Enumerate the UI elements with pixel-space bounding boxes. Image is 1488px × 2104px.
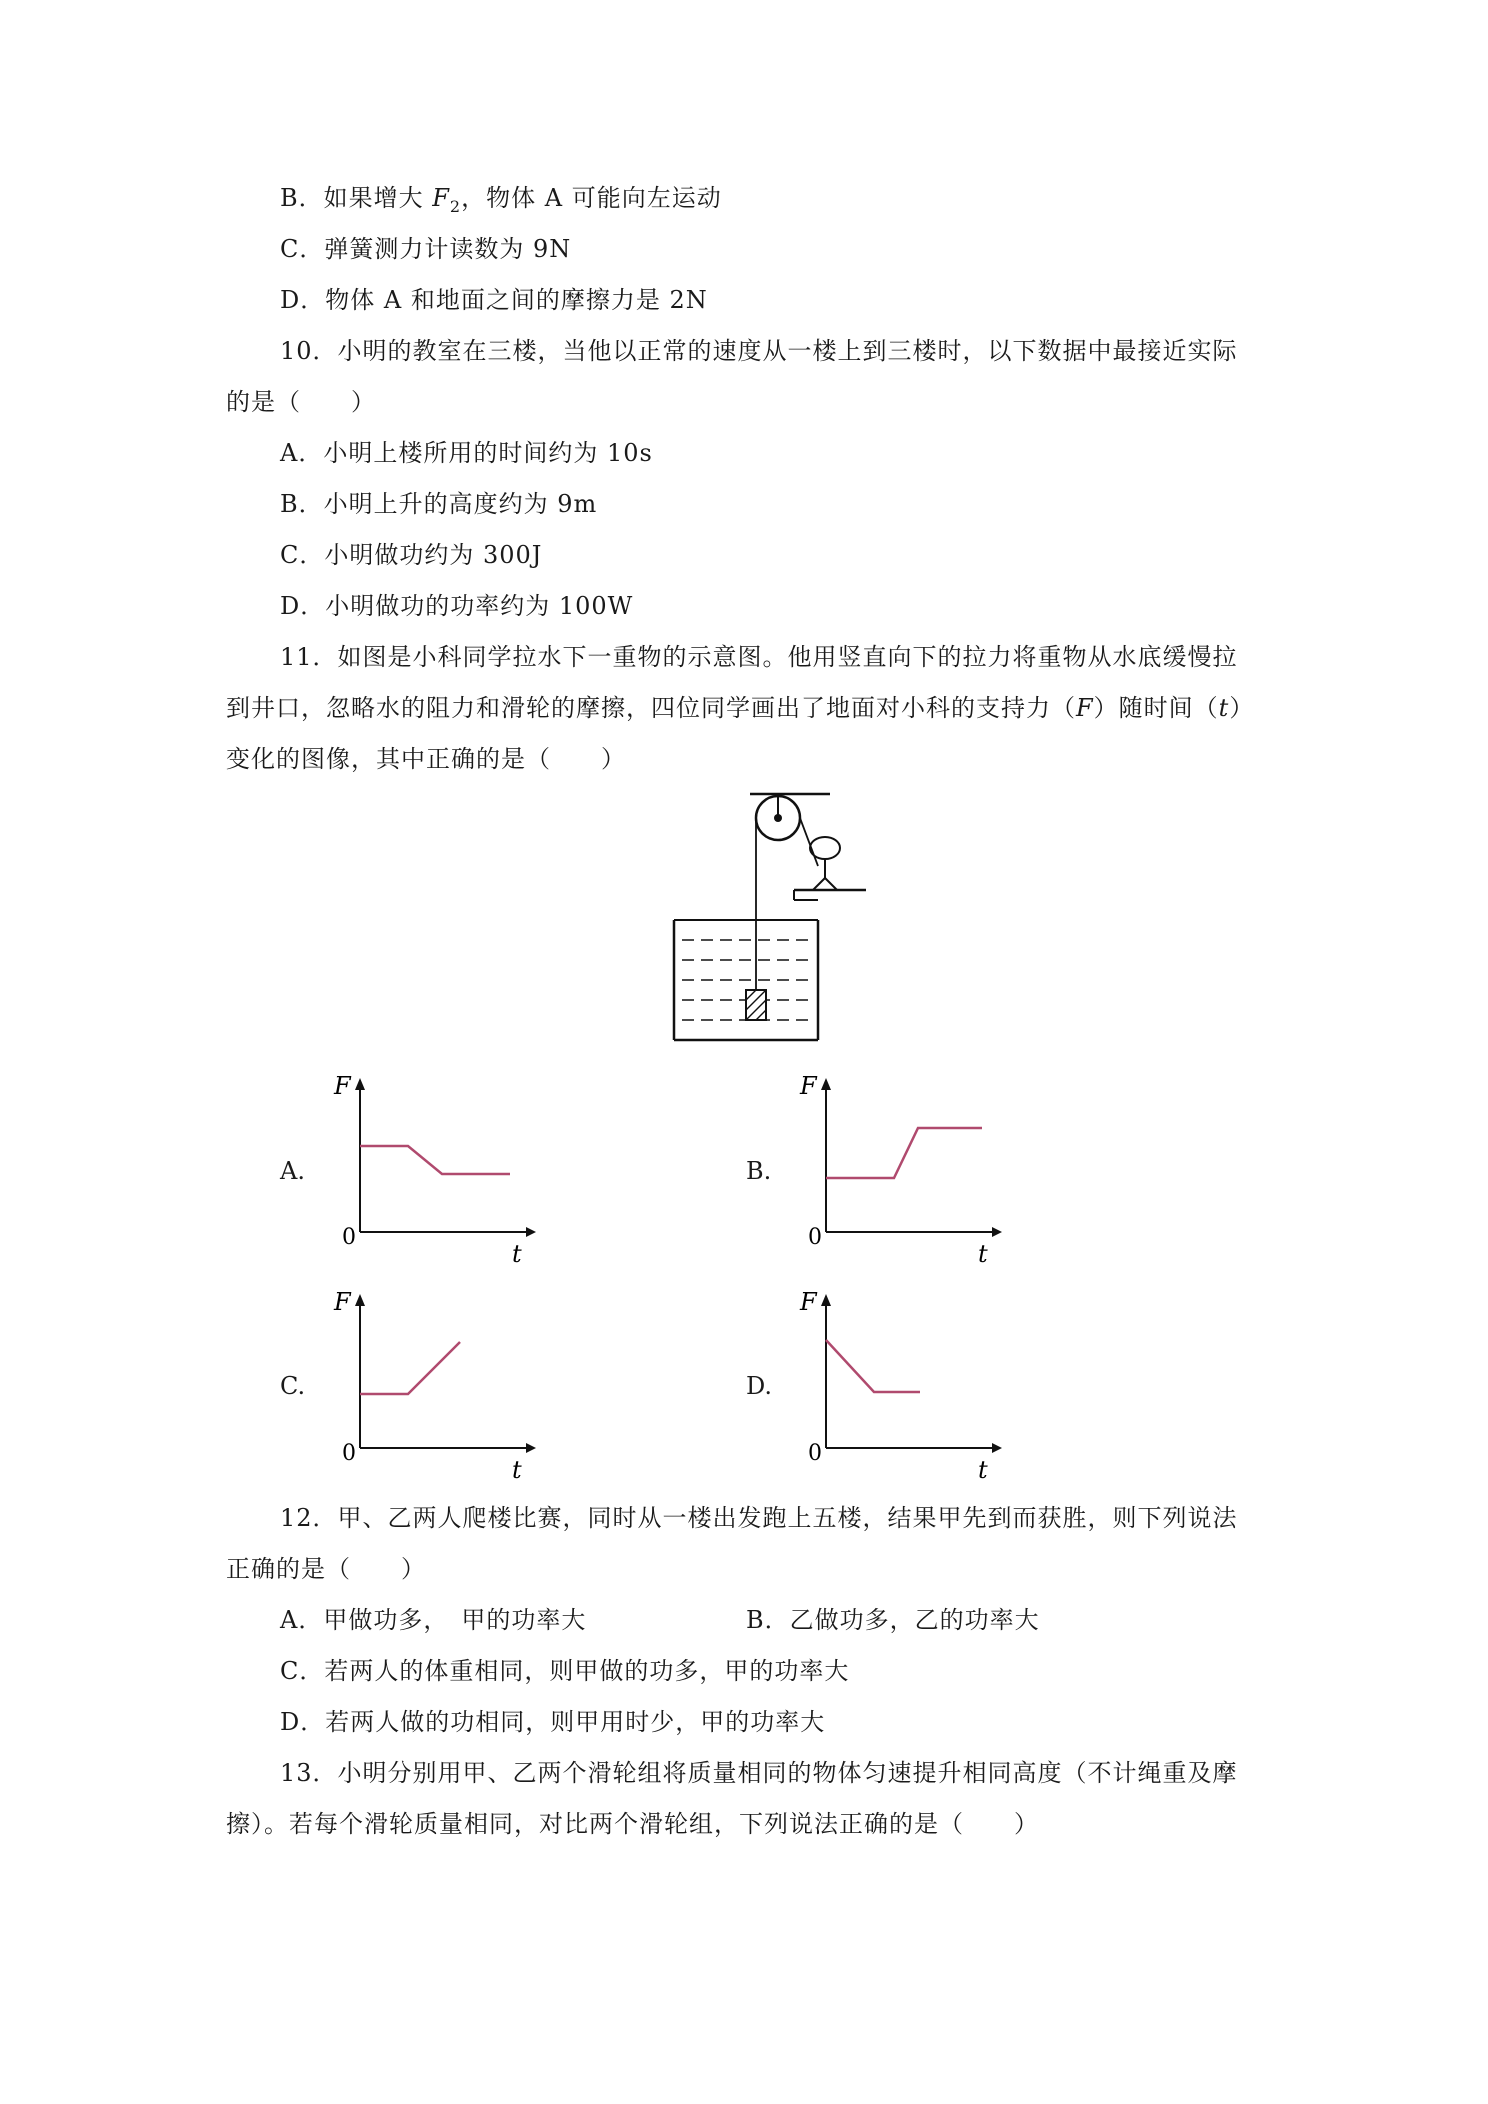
q10-option-c: C．小明做功约为 300J (280, 541, 543, 569)
q11-stem-line2-c: ） (1229, 694, 1255, 722)
graph-b-label: B. (746, 1157, 772, 1185)
q12-option-a: A．甲做功多， 甲的功率大 (280, 1606, 587, 1634)
q11-stem-line3: 变化的图像，其中正确的是（ ） (226, 745, 626, 773)
graph-c-y-label: F (334, 1288, 351, 1316)
graph-c-origin: 0 (342, 1441, 356, 1466)
q9-option-c: C．弹簧测力计读数为 9N (280, 235, 572, 263)
pulley-well-diagram (670, 790, 870, 1050)
q12-stem-line2: 正确的是（ ） (226, 1555, 426, 1583)
q9-option-b-var: F (432, 184, 450, 212)
q9-option-b-tail: ，物体 A 可能向左运动 (461, 184, 722, 212)
graph-a-curve (360, 1146, 510, 1174)
graph-d-y-label: F (800, 1288, 817, 1316)
graph-b (796, 1072, 996, 1272)
q10-option-a: A．小明上楼所用的时间约为 10s (280, 439, 653, 467)
graph-a-origin: 0 (342, 1225, 356, 1250)
q10-stem-line2: 的是（ ） (226, 388, 376, 416)
q12-stem-line1: 12．甲、乙两人爬楼比赛，同时从一楼出发跑上五楼，结果甲先到而获胜，则下列说法 (280, 1504, 1238, 1532)
graph-d-origin: 0 (808, 1441, 822, 1466)
graph-d-label: D. (746, 1372, 773, 1400)
graph-a (330, 1072, 530, 1272)
q11-stem-var-f: F (1076, 694, 1094, 722)
q13-stem-line2: 擦）。若每个滑轮质量相同，对比两个滑轮组，下列说法正确的是（ ） (226, 1810, 1039, 1838)
q12-option-b: B．乙做功多，乙的功率大 (746, 1606, 1040, 1634)
q10-option-b: B．小明上升的高度约为 9m (280, 490, 598, 518)
q10-option-d: D．小明做功的功率约为 100W (280, 592, 634, 620)
q11-stem-line2-b: ）随时间（ (1093, 694, 1219, 722)
graph-d (796, 1288, 996, 1488)
q11-stem-line2-a: 到井口，忽略水的阻力和滑轮的摩擦，四位同学画出了地面对小科的支持力（ (226, 694, 1076, 722)
graph-c-curve (360, 1342, 460, 1394)
q13-stem-line1: 13．小明分别用甲、乙两个滑轮组将质量相同的物体匀速提升相同高度（不计绳重及摩 (280, 1759, 1238, 1787)
q9-option-b (280, 182, 722, 223)
q9-option-b-sub: 2 (449, 196, 462, 216)
graph-b-x-label: t (978, 1240, 988, 1268)
q9-option-d: D．物体 A 和地面之间的摩擦力是 2N (280, 286, 708, 314)
q11-stem-line1: 11．如图是小科同学拉水下一重物的示意图。他用竖直向下的拉力将重物从水底缓慢拉 (280, 643, 1238, 671)
graph-b-y-label: F (800, 1072, 817, 1100)
graph-c-x-label: t (512, 1456, 522, 1484)
q11-stem-var-t: t (1218, 694, 1230, 722)
q12-option-d: D．若两人做的功相同，则甲用时少，甲的功率大 (280, 1708, 826, 1736)
graph-a-x-label: t (512, 1240, 522, 1268)
graph-a-label: A. (280, 1157, 305, 1185)
q12-option-c: C．若两人的体重相同，则甲做的功多，甲的功率大 (280, 1657, 850, 1685)
q11-stem-line2 (226, 692, 1254, 724)
graph-d-curve (826, 1340, 920, 1392)
graph-b-origin: 0 (808, 1225, 822, 1250)
graph-c (330, 1288, 530, 1488)
graph-b-curve (826, 1128, 982, 1178)
graph-c-label: C. (280, 1372, 306, 1400)
graph-d-x-label: t (978, 1456, 988, 1484)
q9-option-b-text: B．如果增大 (280, 184, 433, 212)
q10-stem-line1: 10．小明的教室在三楼，当他以正常的速度从一楼上到三楼时，以下数据中最接近实际 (280, 337, 1238, 365)
graph-a-y-label: F (334, 1072, 351, 1100)
